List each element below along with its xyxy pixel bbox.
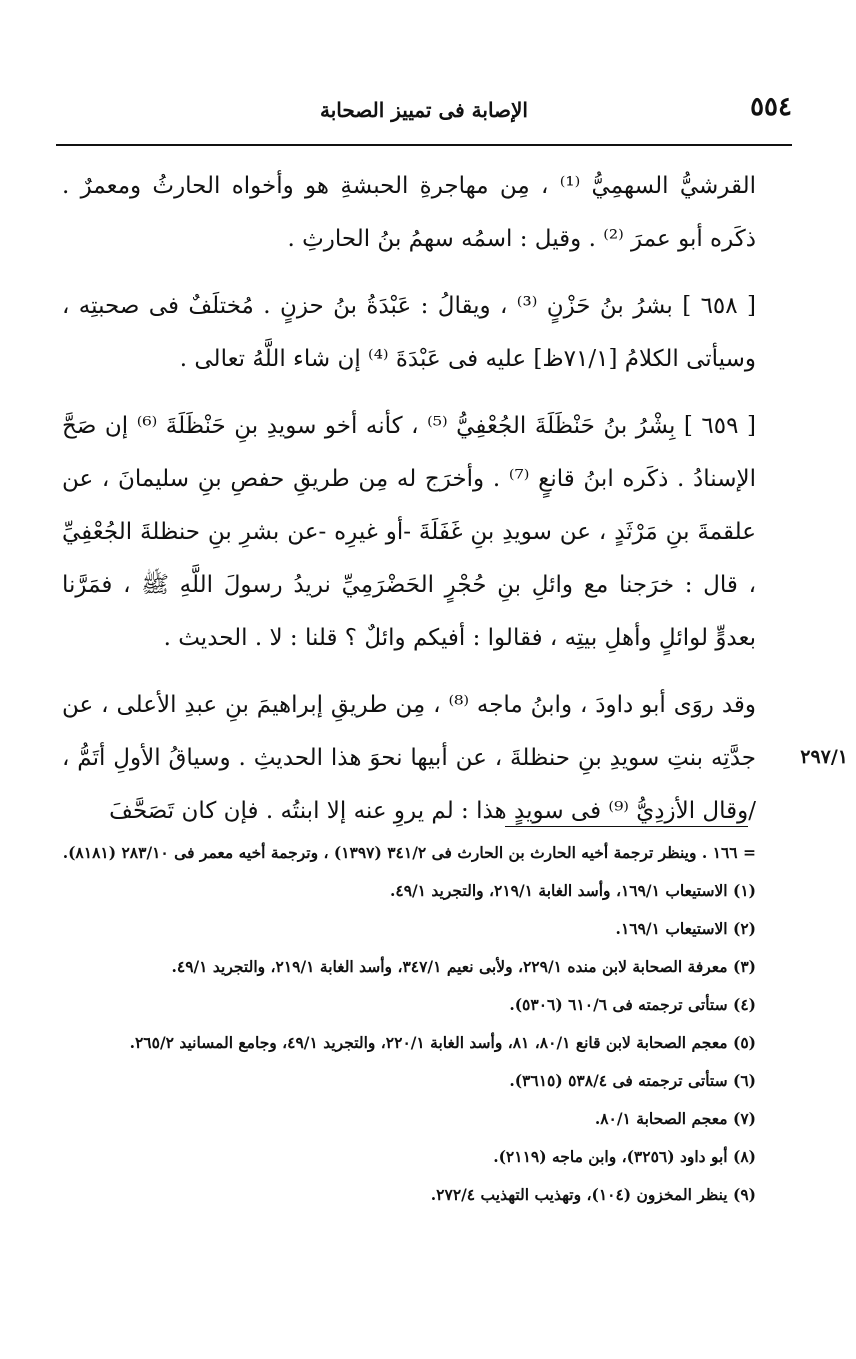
book-title: الإصابة فى تمييز الصحابة: [320, 98, 528, 122]
footnote: (٢) الاستيعاب ١٦٩/١.: [615, 919, 756, 938]
paragraph: القرشيُّ السهمِيُّ ⁽¹⁾ ، مِن مهاجرةِ الحبشةِ هو وأخواه الحارثُ ومعمرٌ . ذكَره أبو عمرَ ⁽²⁾ . وقيل : اسمُه سهمُ بنُ الحارثِ .: [62, 173, 756, 252]
footnote: (٤) ستأتى ترجمته فى ٦١٠/٦ (٥٣٠٦).: [509, 995, 756, 1014]
footnote: (١) الاستيعاب ١٦٩/١، وأسد الغابة ٢١٩/١، والتجريد ٤٩/١.: [389, 881, 756, 900]
entry-659: [ ٦٥٩ ] بِشْرُ بنُ حَنْظَلَةَ الجُعْفِيُّ ⁽⁵⁾ ، كأنه أخو سويدِ بنِ حَنْظَلَةَ ⁽⁶⁾ إن صَحَّ الإسنادُ . ذكَره ابنُ قانعٍ ⁽⁷⁾ . وأخرَج له مِن طريقِ حفصِ بنِ سليمانَ ، عن علقمةَ بنِ مَرْثَدٍ ، عن سويدِ بنِ غَفَلَةَ -أو غيرِه -عن بشرِ بنِ حنظلةَ الجُعْفِيِّ ، قال : خرَجنا مع وائلِ بنِ حُجْرٍ الحَضْرَمِيِّ نريدُ رسولَ اللَّهِ ﷺ ، فمَرَّنا بعدوٍّ لوائلٍ وأهلِ بيتِه ، فقالوا : أفيكم وائلٌ ؟ قلنا : لا . الحديث .: [62, 413, 756, 651]
footnote: (٣) معرفة الصحابة لابن منده ٢٢٩/١، ولأبى نعيم ٣٤٧/١، وأسد الغابة ٢١٩/١، والتجريد ٤٩/١.: [171, 957, 756, 976]
paragraph: وقد روَى أبو داودَ ، وابنُ ماجه ⁽⁸⁾ ، مِن طريقِ إبراهيمَ بنِ عبدِ الأعلى ، عن جدَّتِه بنتِ سويدِ بنِ حنظلةَ ، عن أبيها نحوَ هذا الحديثِ . وسياقُ الأولِ أتَمُّ ، /وقال الأزدِيُّ ⁽⁹⁾ فى سويدٍ هذا : لم يروِ عنه إلا ابنتُه . فإن كان تَصَحَّفَ: [62, 692, 756, 824]
footnote: (٦) ستأتى ترجمته فى ٥٣٨/٤ (٣٦١٥).: [509, 1071, 756, 1090]
footnote: = ١٦٦ . وينظر ترجمة أخيه الحارث بن الحارث فى ٣٤١/٢ (١٣٩٧) ، وترجمة أخيه معمر فى ٢٨٣/١٠ (٨١٨١).: [62, 843, 756, 862]
page-number: ٥٥٤: [750, 92, 792, 122]
entry-658: [ ٦٥٨ ] بشرُ بنُ حَزْنٍ ⁽³⁾ ، ويقالُ : عَبْدَةُ بنُ حزنٍ . مُختلَفٌ فى صحبتِه ، وسيأتى الكلامُ [٧١/١ظ] عليه فى عَبْدَةَ ⁽⁴⁾ إن شاء اللَّهُ تعالى .: [62, 293, 756, 372]
footnote: (٩) ينظر المخزون (١٠٤)، وتهذيب التهذيب ٢٧٢/٤.: [430, 1185, 756, 1204]
footnotes: [62, 838, 756, 1218]
main-text: [62, 160, 756, 852]
footnote: (٨) أبو داود (٣٢٥٦)، وابن ماجه (٢١١٩).: [493, 1147, 756, 1166]
footnote: (٧) معجم الصحابة ٨٠/١.: [594, 1109, 756, 1128]
footnote-rule: [505, 826, 748, 827]
margin-page-reference: ٢٩٧/١: [800, 746, 848, 768]
footnote: (٥) معجم الصحابة لابن قانع ٨٠/١، ٨١، وأسد الغابة ٢٢٠/١، والتجريد ٤٩/١، وجامع المسانيد ٢٦٥/٢.: [129, 1033, 756, 1052]
page-header: [56, 92, 792, 128]
header-rule: [56, 144, 792, 146]
